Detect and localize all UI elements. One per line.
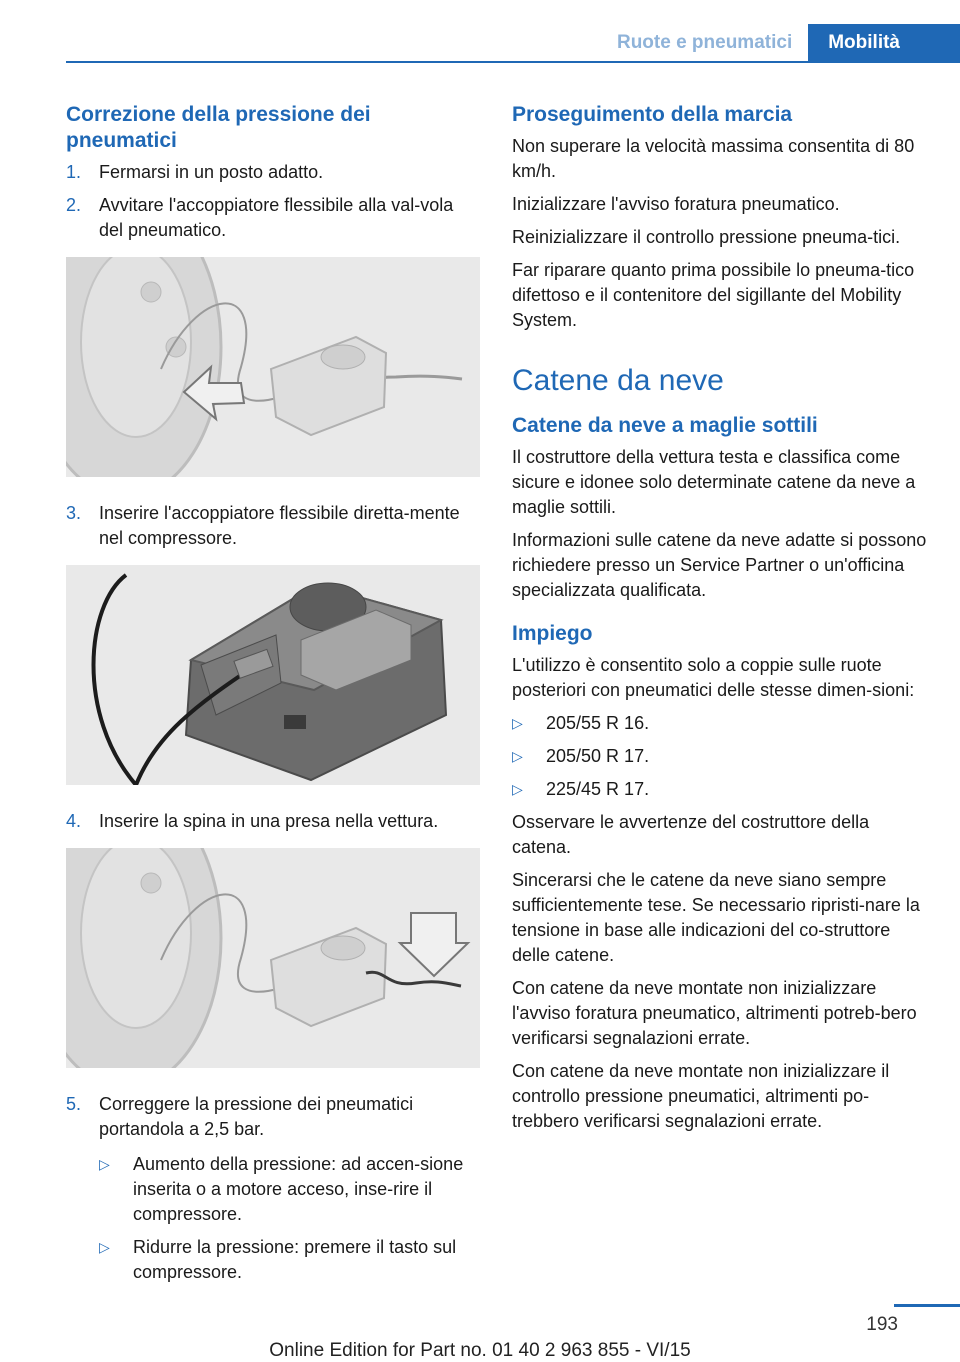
step-number: 4. [66, 811, 82, 831]
header-chapter-label: Mobilità [808, 24, 960, 62]
figure-plug-to-socket [66, 848, 480, 1068]
triangle-bullet-icon: ▷ [512, 748, 523, 764]
left-column [66, 102, 480, 1293]
step-number: 5. [66, 1094, 82, 1114]
illustration-compressor-closeup [66, 565, 480, 785]
sub-bullet-text: Aumento della pressione: ad accen‐sione inserita o a motore acceso, inse‐rire il compressore. [133, 1154, 464, 1224]
usage-para-1: Osservare le avvertenze del costruttore della catena. [512, 812, 870, 857]
step-1 [66, 160, 480, 185]
step-text: Inserire la spina in una presa nella vettura. [99, 811, 439, 831]
step-2 [66, 193, 480, 243]
section-title-snow-chains: Catene da neve [512, 364, 724, 397]
usage-para-2: Sincerarsi che le catene da neve siano sempre sufficientemente tese. Se necessario ripristi‐nare la tensione in base alle indicazioni del co‐struttore delle catene. [512, 870, 920, 965]
step-3 [66, 501, 480, 551]
step-number: 2. [66, 195, 82, 215]
heading-continue-driving: Proseguimento della marcia [512, 103, 793, 126]
illustration-wheel-compressor-plug [66, 848, 480, 1068]
step-5 [66, 1092, 480, 1285]
figure-hose-to-valve [66, 257, 480, 477]
illustration-wheel-compressor [66, 257, 480, 477]
sub-bullet-text: Ridurre la pressione: premere il tasto sul compressore. [133, 1237, 457, 1282]
steps-list-c [66, 809, 480, 834]
steps-list-a [66, 160, 480, 243]
header-section-label: Ruote e pneumatici [616, 32, 793, 53]
step-number: 3. [66, 503, 82, 523]
steps-list-b [66, 501, 480, 551]
heading-pressure-correction: Correzione della pressione dei pneumatici [66, 103, 371, 152]
sub-bullet-decrease [99, 1235, 480, 1285]
step-4 [66, 809, 480, 834]
triangle-bullet-icon: ▷ [512, 781, 523, 797]
continue-para-2: Inizializzare l'avviso foratura pneumatico. [512, 194, 840, 214]
figure-hose-to-compressor [66, 565, 480, 785]
tire-size-text: 205/55 R 16. [546, 713, 650, 733]
heading-fine-link-chains: Catene da neve a maglie sottili [512, 414, 818, 437]
sub-bullet-increase [99, 1152, 480, 1227]
heading-usage: Impiego [512, 622, 593, 645]
step-text: Correggere la pressione dei pneumatici portandola a 2,5 bar. [99, 1094, 414, 1139]
continue-para-1: Non superare la velocità massima consentita di 80 km/h. [512, 136, 915, 181]
usage-para-4: Con catene da neve montate non inizializzare il controllo pressione pneumatici, altrimenti po‐trebbero verificarsi segnalazioni errate. [512, 1061, 890, 1131]
tire-size-item [512, 777, 932, 802]
page-number: 193 [866, 1314, 898, 1335]
step-number: 1. [66, 162, 82, 182]
continue-para-4: Far riparare quanto prima possibile lo pneuma‐tico difettoso e il contenitore del sigillante del Mobility System. [512, 260, 915, 330]
chains-para-1: Il costruttore della vettura testa e classifica come sicure e idonee solo determinate catene da neve a maglie sottili. [512, 447, 916, 517]
tire-size-item [512, 711, 932, 736]
header-rule [66, 61, 960, 63]
chains-para-2: Informazioni sulle catene da neve adatte si possono richiedere presso un Service Partner o un'officina specializzata qualificata. [512, 530, 927, 600]
usage-intro: L'utilizzo è consentito solo a coppie sulle ruote posteriori con pneumatici delle stesse dimen‐sioni: [512, 655, 915, 700]
usage-para-3: Con catene da neve montate non inizializzare l'avviso foratura pneumatico, altrimenti potreb‐bero verificarsi segnalazioni errate. [512, 978, 917, 1048]
footer-rule [894, 1304, 960, 1307]
continue-para-3: Reinizializzare il controllo pressione pneuma‐tici. [512, 227, 901, 247]
step-text: Inserire l'accoppiatore flessibile diretta‐mente nel compressore. [99, 503, 460, 548]
steps-list-d [66, 1092, 480, 1285]
tire-size-text: 225/45 R 17. [546, 779, 650, 799]
tire-size-list [512, 711, 932, 802]
right-column [512, 102, 932, 1142]
pressure-sub-bullets [99, 1152, 480, 1285]
header-tabs [597, 24, 960, 62]
tire-size-text: 205/50 R 17. [546, 746, 650, 766]
step-text: Fermarsi in un posto adatto. [99, 162, 324, 182]
triangle-bullet-icon: ▷ [99, 1156, 110, 1172]
triangle-bullet-icon: ▷ [99, 1239, 110, 1255]
edition-footer: Online Edition for Part no. 01 40 2 963 855 - VI/15 [269, 1340, 691, 1361]
triangle-bullet-icon: ▷ [512, 715, 523, 731]
tire-size-item [512, 744, 932, 769]
step-text: Avvitare l'accoppiatore flessibile alla val‐vola del pneumatico. [99, 195, 454, 240]
